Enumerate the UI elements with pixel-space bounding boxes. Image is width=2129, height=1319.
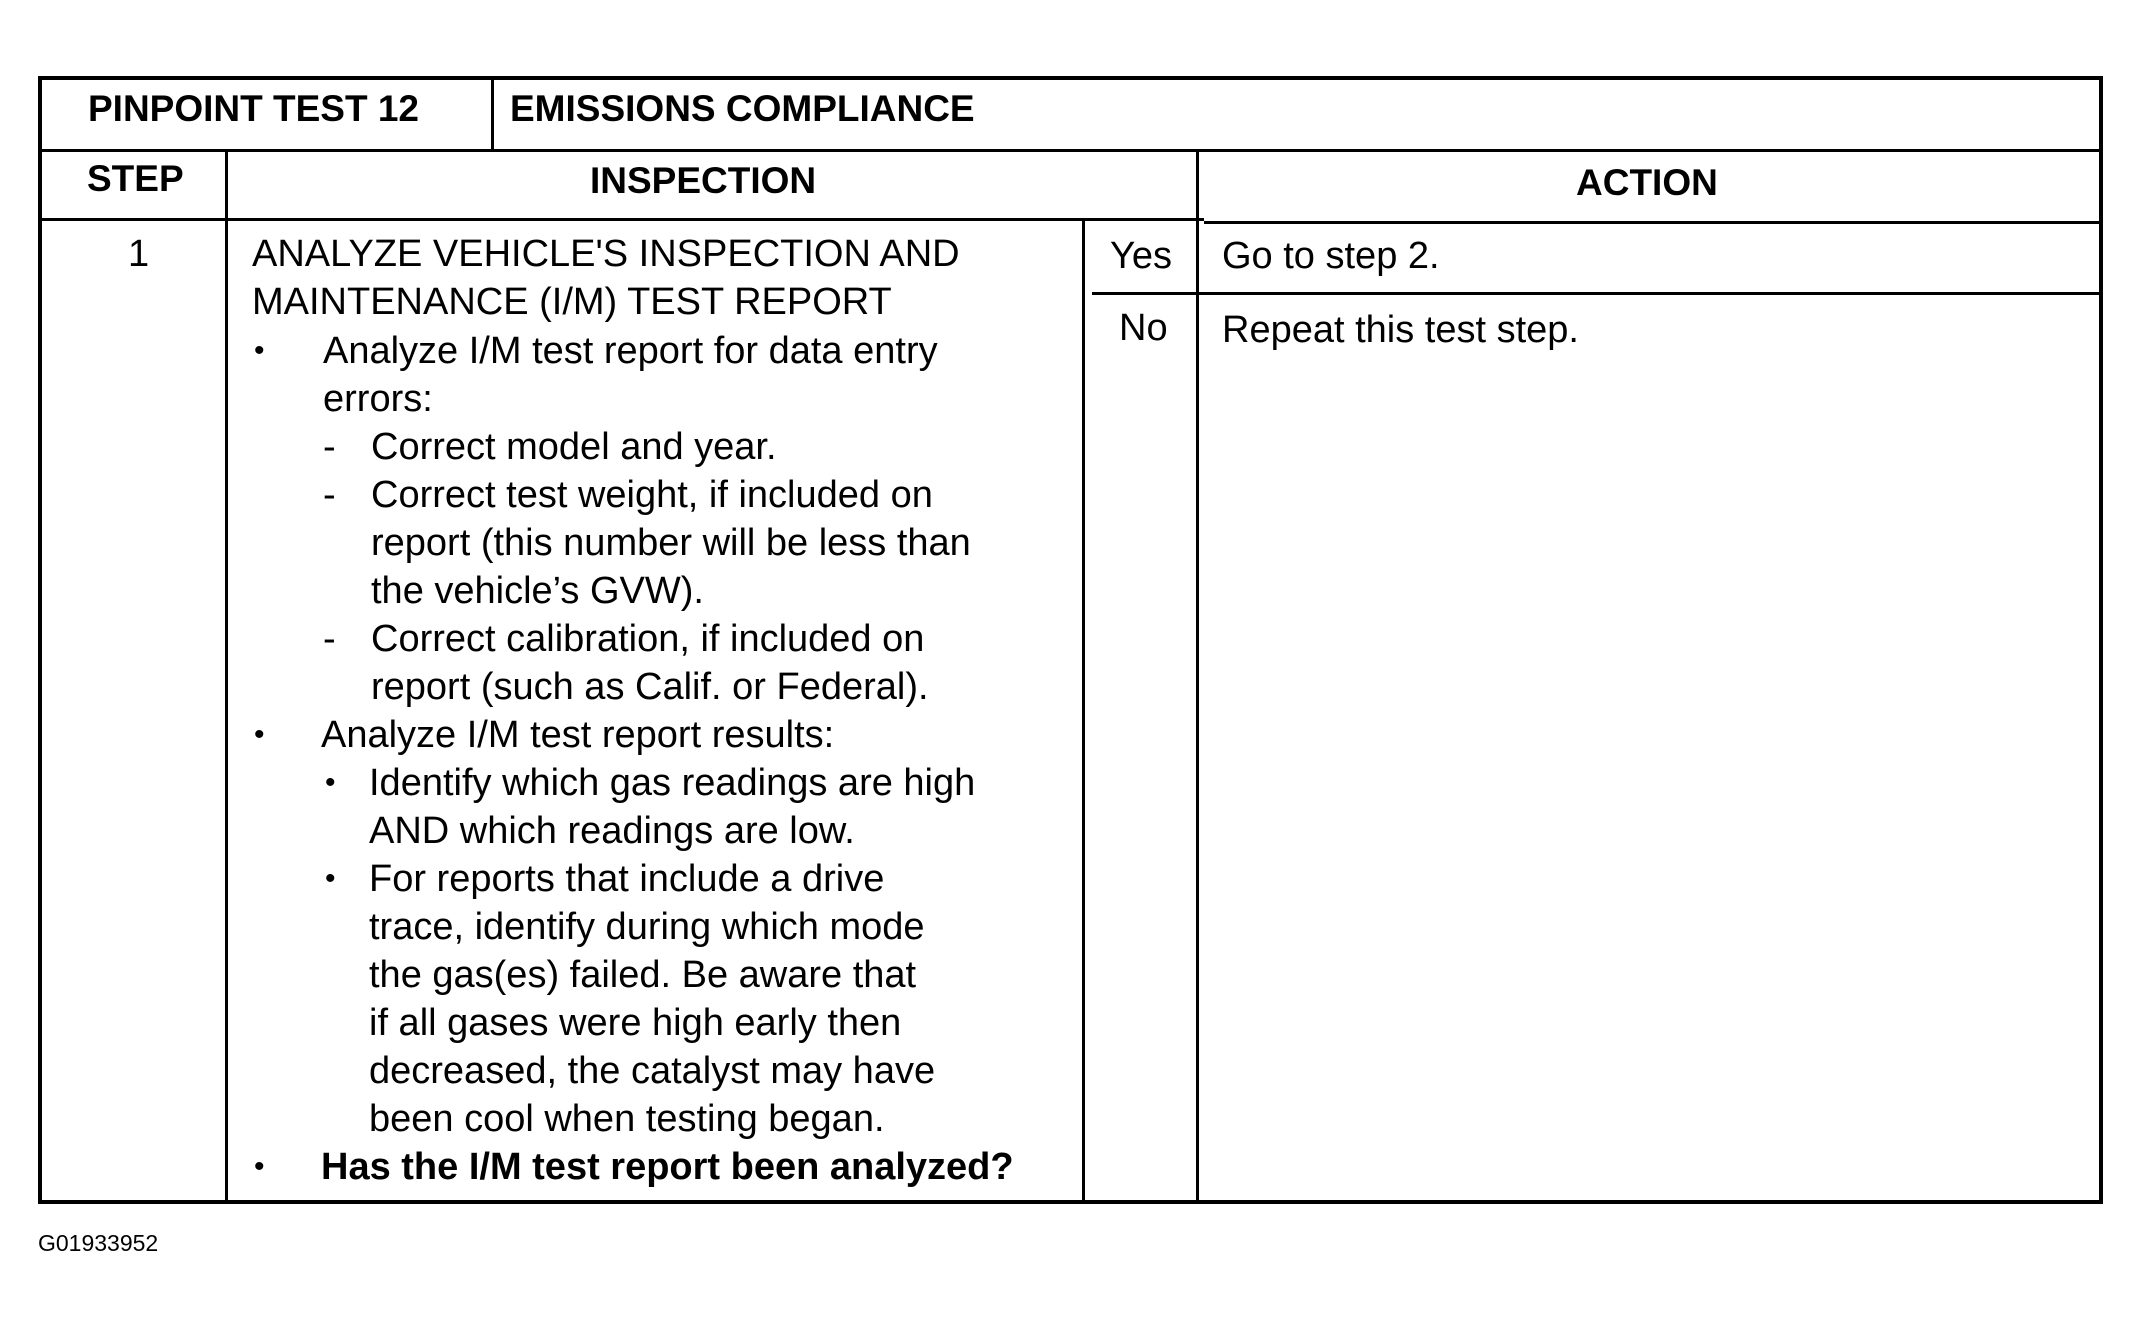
step-column-line xyxy=(225,149,228,1204)
bullet-1-marker: • xyxy=(254,334,265,367)
column-header-inspection: INSPECTION xyxy=(590,160,817,201)
bullet-2-sub-1-line-1: Identify which gas readings are high xyxy=(369,762,976,804)
column-header-divider-right xyxy=(1204,221,2103,224)
step-title-line-2: MAINTENANCE (I/M) TEST REPORT xyxy=(252,281,892,323)
bullet-1-sub-3-line-2: report (such as Calif. or Federal). xyxy=(371,666,929,708)
bullet-2-sub-2-line-3: the gas(es) failed. Be aware that xyxy=(369,954,917,996)
bullet-1-sub-1-dash: - xyxy=(323,426,336,468)
bullet-1-sub-3-dash: - xyxy=(323,618,336,660)
bullet-1-line-1: Analyze I/M test report for data entry xyxy=(323,330,938,372)
bullet-1-line-2: errors: xyxy=(323,378,433,420)
action-yes: Go to step 2. xyxy=(1222,235,1440,277)
answer-column-line xyxy=(1082,221,1085,1204)
answer-no: No xyxy=(1119,307,1168,349)
bullet-2-sub-2-line-5: decreased, the catalyst may have xyxy=(369,1050,936,1092)
action-column-line xyxy=(1196,152,1199,1204)
header-divider xyxy=(42,149,2103,152)
bullet-2-sub-2-line-2: trace, identify during which mode xyxy=(369,906,925,948)
step-number: 1 xyxy=(128,233,150,275)
figure-id: G01933952 xyxy=(38,1230,159,1256)
bullet-2-sub-2-line-6: been cool when testing began. xyxy=(369,1098,885,1140)
bullet-1-sub-1: Correct model and year. xyxy=(371,426,777,468)
test-title: EMISSIONS COMPLIANCE xyxy=(510,88,975,129)
bullet-1-sub-2-line-3: the vehicle’s GVW). xyxy=(371,570,704,612)
action-no: Repeat this test step. xyxy=(1222,309,1579,351)
column-header-divider-left xyxy=(42,218,1204,221)
bullet-2-sub-2-marker: • xyxy=(325,862,336,895)
test-label: PINPOINT TEST 12 xyxy=(88,88,420,129)
question-marker: • xyxy=(254,1150,265,1183)
bullet-1-sub-2-dash: - xyxy=(323,474,336,516)
step-title-line-1: ANALYZE VEHICLE'S INSPECTION AND xyxy=(252,233,960,275)
bullet-2-marker: • xyxy=(254,718,265,751)
bullet-2-sub-1-line-2: AND which readings are low. xyxy=(369,810,855,852)
bullet-1-sub-2-line-2: report (this number will be less than xyxy=(371,522,971,564)
bullet-2-sub-2-line-4: if all gases were high early then xyxy=(369,1002,902,1044)
bullet-2-sub-2-line-1: For reports that include a drive xyxy=(369,858,885,900)
bullet-2-line-1: Analyze I/M test report results: xyxy=(321,714,835,756)
column-header-step: STEP xyxy=(87,158,184,199)
answer-yes: Yes xyxy=(1110,235,1172,277)
bullet-1-sub-2-line-1: Correct test weight, if included on xyxy=(371,474,933,516)
header-split-line xyxy=(491,80,494,149)
bullet-2-sub-1-marker: • xyxy=(325,766,336,799)
column-header-action: ACTION xyxy=(1576,162,1718,203)
inspection-question: Has the I/M test report been analyzed? xyxy=(321,1146,1014,1188)
bullet-1-sub-3-line-1: Correct calibration, if included on xyxy=(371,618,925,660)
yes-no-divider xyxy=(1092,292,2103,295)
